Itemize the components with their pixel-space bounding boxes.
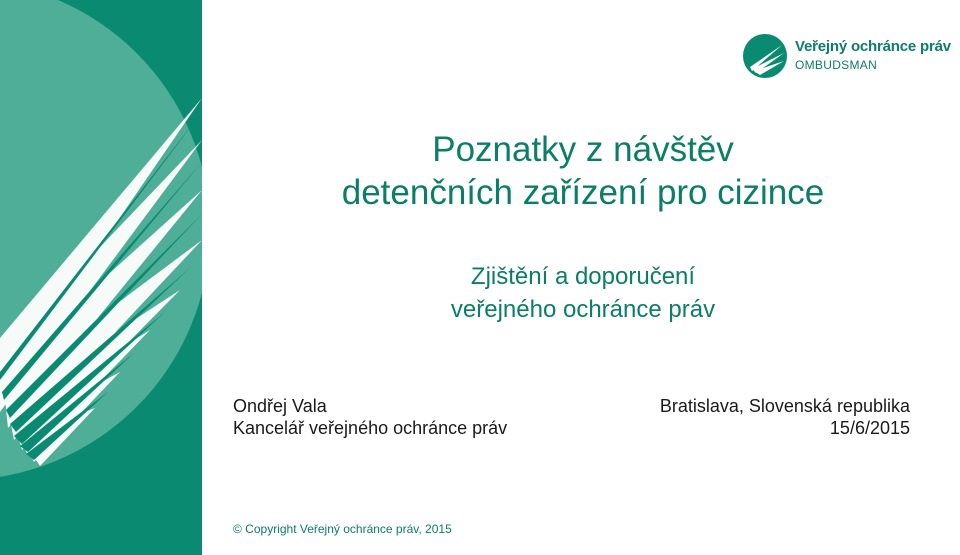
title-line-1: Poznatky z návštěv [432, 130, 734, 169]
event-place: Bratislava, Slovenská republika [659, 396, 910, 416]
subtitle-line-2: veřejného ochránce práv [450, 296, 716, 323]
copyright-footer: © Copyright Veřejný ochránce práv, 2015 [233, 522, 452, 536]
title-line-2: detenčních zařízení pro cizince [341, 173, 825, 212]
subtitle-line-1: Zjištění a doporučení [470, 263, 696, 290]
event-date: 15/6/2015 [829, 418, 910, 438]
author-name: Ondřej Vala [233, 396, 327, 416]
logo-subtitle: OMBUDSMAN [795, 58, 878, 72]
slide-title [220, 128, 946, 214]
author-office: Kancelář veřejného ochránce práv [233, 418, 508, 438]
event-block [660, 395, 910, 439]
slide-subtitle [220, 260, 946, 326]
ombudsman-logo [742, 33, 957, 79]
decorative-side-panel [0, 0, 202, 555]
fan-graphic [0, 0, 202, 555]
logo-name: Veřejný ochránce práv [795, 38, 951, 55]
logo-fan-icon [742, 33, 788, 79]
author-block [233, 395, 507, 439]
